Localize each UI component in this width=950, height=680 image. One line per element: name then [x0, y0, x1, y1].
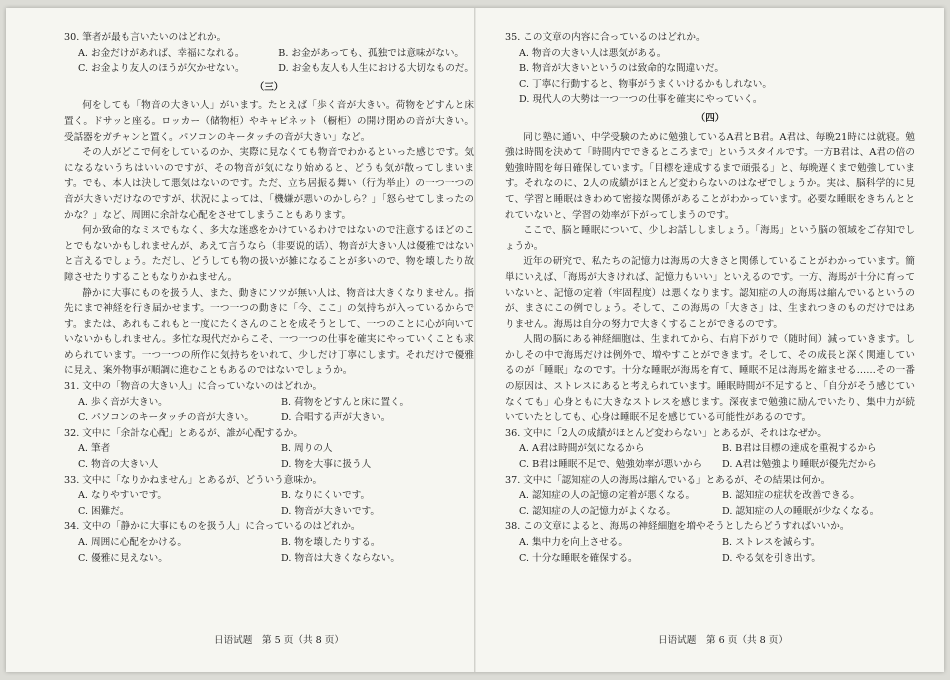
q36-stem: 36. 文中に「2人の成績がほとんど変わらない」とあるが、それはなぜか。 [505, 427, 827, 439]
q31-option-a: A. 歩く音が大きい。 [78, 396, 168, 408]
q35-option-a: A. 物音の大きい人は悪気がある。 [519, 47, 667, 59]
page-fold [474, 8, 476, 672]
q38-options [505, 535, 915, 566]
q35-stem: 35. この文章の内容に合っているのはどれか。 [505, 32, 706, 43]
q32-option-a: A. 筆者 [78, 443, 111, 455]
q35-option-c: C. 丁寧に行動すると、物事がうまくいけるかもしれない。 [519, 78, 772, 90]
q31-option-d: D. 合唱する声が大きい。 [281, 412, 391, 424]
q34-option-a: A. 周囲に心配をかける。 [78, 537, 187, 548]
section-title-4: （四） [695, 112, 725, 124]
q38-option-c: C. 十分な睡眠を確保する。 [519, 552, 638, 564]
passage-4-paragraph-2: ここで、脳と睡眠について、少しお話ししましょう。「海馬」という脳の領域をご存知でしょうか。 [505, 225, 915, 252]
q31-stem: 31. 文中の「物音の大きい人」に合っていないのはどれか。 [64, 381, 323, 393]
q33-options [64, 488, 474, 519]
q38-option-b: B. ストレスを減らす。 [722, 537, 821, 548]
q37-option-a: A. 認知症の人の記憶の定着が悪くなる。 [519, 490, 696, 502]
q31-options [64, 395, 474, 426]
q30-option-c: C. お金より友人のほうが欠かせない。 [78, 63, 245, 75]
q36-option-c: C. B君は睡眠不足で、勉強効率が悪いから [519, 459, 703, 471]
passage-3-paragraph-2: その人がどこで何をしているのか、実際に見なくても物音でわかるといった感じです。気になるないうちはいいのですが、その物音が気になり始めると、どうも気が散ってしまいます。でも、本人は決して悪気はないのです。ただ、立ち居振る舞い（行为举止）の一つ一つの音が大きいだけなのですが、状況によっては、「機嫌が悪いのかしら？」「怒らせてしまったのかな？」など、周囲に余計な心配をさせてしまうこともあります。 [64, 147, 474, 221]
passage-3-paragraph-4: 静かに大事にものを扱う人、また、動きにソツが無い人は、物音は大きくなりません。指先にまで神経を行き届かせます。一つ一つの動きに「今、ここ」の気持ちが入っているからです。または、あれもこれもと一度にたくさんのことを成そうとして、一つのことに心が向いていないかもしれません。多忙な現代だからこそ、一つ一つの仕事を確実にやっていくことも求められています。一つ一つの所作に気持ちをいれて、少しだけ丁寧にします。それだけで優雅に見え、案外物事が順調に進むこともあるのではないでしょうか。 [64, 287, 474, 377]
q37-option-b: B. 認知症の症状を改善できる。 [722, 490, 860, 502]
q31-option-c: C. パソコンのキータッチの音が大きい。 [78, 412, 254, 424]
q32-option-d: D. 物を大事に扱う人 [281, 459, 372, 471]
q35-option-b: B. 物音が大きいというのは致命的な間違いだ。 [519, 63, 725, 75]
left-page-footer: 日语试题 第 5 页（共 8 页） [214, 635, 344, 646]
q35-options [505, 46, 915, 108]
q33-option-a: A. なりやすいです。 [78, 490, 168, 502]
q33-option-b: B. なりにくいです。 [281, 490, 371, 502]
right-page [505, 30, 915, 566]
q36-option-b: B. B君は目標の達成を重視するから [722, 443, 877, 455]
q34-option-d: D. 物音は大きくならない。 [281, 552, 400, 564]
q37-option-c: C. 認知症の人の記憶力がよくなる。 [519, 505, 677, 517]
q37-stem: 37. 文中に「認知症の人の海馬は縮んでいる」とあるが、その結果は何か。 [505, 474, 831, 486]
q38-stem: 38. この文章によると、海馬の神経細胞を増やそうとしたらどうすればいいか。 [505, 521, 850, 533]
q36-options [505, 441, 915, 472]
q33-option-d: D. 物音が大きいです。 [281, 505, 381, 517]
q33-option-c: C. 困難だ。 [78, 505, 130, 517]
q32-options [64, 441, 474, 472]
q34-options [64, 535, 474, 566]
passage-3-paragraph-1: 何をしても「物音の大きい人」がいます。たとえば「歩く音が大きい。荷物をどすんと床置く。ドサッと座る。ロッカー（储物柜）やキャビネット（橱柜）の開け閉めの音が大きい。受話器をガチャンと置く。パソコンのキータッチの音が大きい」など。 [64, 100, 474, 143]
q34-option-b: B. 物を壊したりする。 [281, 537, 381, 548]
q30-option-b: B. お金があっても、孤独では意味がない。 [278, 47, 465, 59]
left-page [64, 30, 474, 566]
q34-option-c: C. 優雅に見えない。 [78, 552, 168, 564]
q30-option-a: A. お金だけがあれば、幸福になれる。 [78, 47, 245, 59]
q38-option-a: A. 集中力を向上させる。 [519, 537, 628, 548]
right-page-footer: 日语试题 第 6 页（共 8 页） [658, 635, 788, 646]
q30-options [64, 46, 474, 77]
q37-option-d: D. 認知症の人の睡眠が少なくなる。 [722, 505, 880, 517]
q32-option-b: B. 周りの人 [281, 443, 333, 455]
passage-3-paragraph-3: 何か致命的なミスでもなく、多大な迷惑をかけているわけではないので注意するほどのことでもないかもしれませんが、あえて言うなら（非要说的话）、物音が大きい人は優雅ではないと言えるでしょう。ただし、どうしても物の扱いが雑になることが多いので、物を壊したり故障させたりすることもなりかねません。 [64, 225, 474, 283]
q36-option-d: D. A君は勉強より睡眠が優先だから [722, 459, 877, 471]
q30-stem: 30. 筆者が最も言いたいのはどれか。 [64, 32, 227, 43]
passage-4-paragraph-4: 人間の脳にある神経細胞は、生まれてから、右肩下がりで（随时间）減っていきます。しかしその中で海馬だけは例外で、増やすことができます。そして、その成長と深く関連しているのが「睡眠」なのです。十分な睡眠が海馬を育て、睡眠不足は海馬を縮ませる……その一番の原因は、ストレスにあると考えられています。睡眠時間が不足すると、「自分がそう感じていなくても」心身ともに大きなストレスを感じます。深夜まで勉強に励んでいたり、集中力が続いていたとしても、心身は睡眠不足を感じている可能性があるのです。 [505, 334, 915, 424]
q37-options [505, 488, 915, 519]
passage-4-paragraph-3: 近年の研究で、私たちの記憶力は海馬の大きさと関係していることがわかっています。簡単にいえば、「海馬が大きければ、記憶力もいい」といえるのです。一方、海馬が十分に育っていないと、記憶の定着（牢固程度）は悪くなります。認知症の人の海馬は縮んでいるというのが、まさにこの例でしょう。そして、この海馬の「大きさ」は、生まれつきのものだけではありません。海馬は自分の努力で大きくすることができるのです。 [505, 256, 915, 330]
passage-4-paragraph-1: 同じ塾に通い、中学受験のために勉強しているA君とB君。A君は、毎晩21時には就寝。勉強は時間を決めて「時間内でできるところまで」というスタイルです。一方B君は、A君の倍の勉強時間を毎日確保しています。「目標を達成するまで頑張る」と、毎晩遅くまで勉強しています。それなのに、2人の成績がほとんど変わらないのはなぜでしょうか。実は、脳科学的に見て、学習と睡眠はきわめて密接な関係があることがわかっています。必要な睡眠をきちんととれていないと、学習の効率が下がってしまうのです。 [505, 131, 915, 221]
q34-stem: 34. 文中の「静かに大事にものを扱う人」に合っているのはどれか。 [64, 521, 361, 533]
q36-option-a: A. A君は時間が気になるから [519, 443, 645, 455]
q35-option-d: D. 現代人の大勢は一つ一つの仕事を確実にやっていく。 [519, 94, 763, 106]
q33-stem: 33. 文中に「なりかねません」とあるが、どういう意味か。 [64, 474, 323, 486]
q32-option-c: C. 物音の大きい人 [78, 459, 159, 471]
q38-option-d: D. やる気を引き出す。 [722, 552, 822, 564]
q30-option-d: D. お金も友人も人生における大切なものだ。 [278, 63, 474, 75]
q31-option-b: B. 荷物をどすんと床に置く。 [281, 396, 410, 408]
q32-stem: 32. 文中に「余計な心配」とあるが、誰が心配するか。 [64, 427, 303, 439]
section-title-3: （三） [254, 81, 284, 93]
